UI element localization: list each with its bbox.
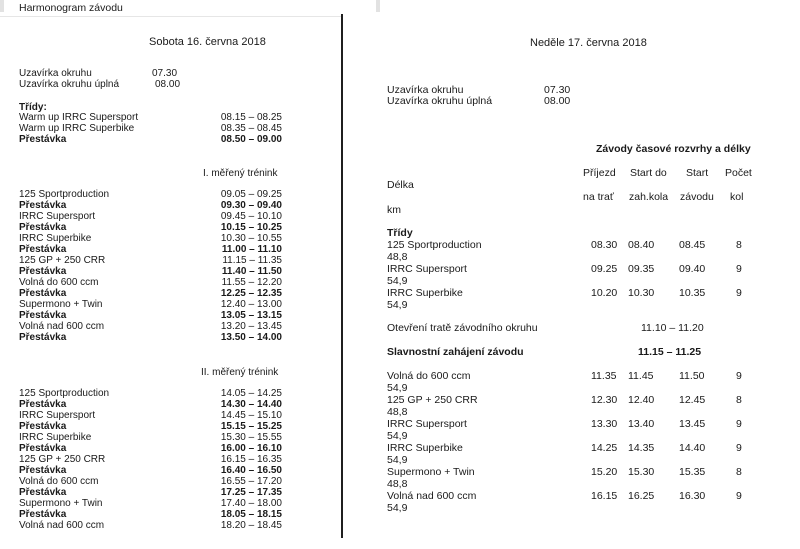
row-label: Volná nad 600 ccm bbox=[19, 520, 105, 531]
row-time: 16.55 – 17.20 bbox=[220, 476, 282, 487]
row-time: 15.15 – 15.25 bbox=[220, 421, 282, 432]
row-time: 15.30 – 15.55 bbox=[220, 432, 282, 443]
race-length: 48,8 bbox=[387, 251, 408, 263]
closure-label: Uzavírka okruhu bbox=[19, 68, 92, 79]
race-startdo: 16.25 bbox=[628, 490, 655, 502]
race-startdo: 14.35 bbox=[628, 442, 655, 454]
training-1-title: I. měřený trénink bbox=[203, 168, 278, 179]
closure-time: 07.30 bbox=[544, 84, 571, 96]
row-label: Přestávka bbox=[19, 244, 67, 255]
race-length: 54,9 bbox=[387, 430, 408, 442]
closure-time: 07.30 bbox=[152, 68, 178, 79]
race-name: IRRC Superbike bbox=[387, 442, 463, 454]
row-label: Supermono + Twin bbox=[19, 299, 103, 310]
classes-heading: Třídy bbox=[387, 227, 413, 239]
row-time: 08.15 – 08.25 bbox=[220, 112, 282, 123]
row-time: 11.00 – 11.10 bbox=[221, 244, 282, 255]
page-corner-mark bbox=[376, 0, 380, 12]
classes-heading: Třídy: bbox=[19, 102, 47, 113]
col-header-startdo: Start do bbox=[630, 167, 667, 179]
row-time: 17.40 – 18.00 bbox=[220, 498, 282, 509]
race-arrival: 11.35 bbox=[591, 370, 617, 382]
row-time: 08.50 – 09.00 bbox=[220, 134, 282, 145]
race-startdo: 12.40 bbox=[628, 394, 655, 406]
race-name: IRRC Superbike bbox=[387, 287, 463, 299]
row-time: 13.05 – 13.15 bbox=[220, 310, 282, 321]
race-start: 15.35 bbox=[679, 466, 706, 478]
race-startdo: 13.40 bbox=[628, 418, 655, 430]
row-time: 11.55 – 12.20 bbox=[221, 277, 282, 288]
row-time: 16.15 – 16.35 bbox=[220, 454, 282, 465]
row-label: Přestávka bbox=[19, 421, 67, 432]
row-time: 13.20 – 13.45 bbox=[220, 321, 282, 332]
race-laps: 9 bbox=[736, 287, 742, 299]
row-label: Přestávka bbox=[19, 288, 67, 299]
race-start: 11.50 bbox=[679, 370, 705, 382]
race-laps: 9 bbox=[736, 370, 742, 382]
row-label: IRRC Superbike bbox=[19, 432, 92, 443]
race-name: 125 GP + 250 CRR bbox=[387, 394, 478, 406]
race-name: Volná nad 600 ccm bbox=[387, 490, 477, 502]
row-time: 09.30 – 09.40 bbox=[220, 200, 282, 211]
row-label: Supermono + Twin bbox=[19, 498, 103, 509]
row-label: Přestávka bbox=[19, 399, 67, 410]
race-laps: 8 bbox=[736, 466, 742, 478]
row-label: Přestávka bbox=[19, 487, 67, 498]
col-header-laps-sub: kol bbox=[730, 191, 744, 203]
row-time: 14.45 – 15.10 bbox=[220, 410, 282, 421]
race-length: 54,9 bbox=[387, 275, 408, 287]
row-label: Přestávka bbox=[19, 509, 67, 520]
row-label: Volná do 600 ccm bbox=[19, 476, 99, 487]
race-arrival: 14.25 bbox=[591, 442, 618, 454]
row-time: 12.25 – 12.35 bbox=[220, 288, 282, 299]
closure-time: 08.00 bbox=[544, 95, 571, 107]
row-label: 125 GP + 250 CRR bbox=[19, 454, 106, 465]
closure-label: Uzavírka okruhu úplná bbox=[387, 95, 493, 107]
race-name: Supermono + Twin bbox=[387, 466, 475, 478]
col-header-arrival: Příjezd bbox=[583, 167, 616, 179]
row-label: Warm up IRRC Superbike bbox=[19, 123, 135, 134]
ceremony-time: 11.15 – 11.25 bbox=[638, 346, 702, 358]
col-header-start: Start bbox=[686, 167, 709, 179]
row-time: 16.40 – 16.50 bbox=[220, 465, 282, 476]
closure-label: Uzavírka okruhu úplná bbox=[19, 79, 120, 90]
race-arrival: 16.15 bbox=[591, 490, 618, 502]
row-label: Přestávka bbox=[19, 200, 67, 211]
sunday-date: Neděle 17. června 2018 bbox=[530, 37, 647, 49]
row-time: 17.25 – 17.35 bbox=[220, 487, 282, 498]
race-arrival: 13.30 bbox=[591, 418, 618, 430]
race-length: 48,8 bbox=[387, 478, 408, 490]
race-length: 54,9 bbox=[387, 299, 408, 311]
race-arrival: 09.25 bbox=[591, 263, 618, 275]
race-laps: 9 bbox=[736, 490, 742, 502]
race-arrival: 08.30 bbox=[591, 239, 618, 251]
race-laps: 8 bbox=[736, 239, 742, 251]
document-title: Harmonogram závodu bbox=[19, 2, 123, 14]
saturday-date: Sobota 16. června 2018 bbox=[149, 36, 266, 48]
race-laps: 9 bbox=[736, 418, 742, 430]
row-time: 16.00 – 16.10 bbox=[220, 443, 282, 454]
race-startdo: 09.35 bbox=[628, 263, 655, 275]
row-label: Volná nad 600 ccm bbox=[19, 321, 105, 332]
row-label: IRRC Supersport bbox=[19, 211, 96, 222]
row-label: Přestávka bbox=[19, 310, 67, 321]
ceremony-label: Slavnostní zahájení závodu bbox=[387, 346, 524, 358]
race-start: 10.35 bbox=[679, 287, 706, 299]
closure-time: 08.00 bbox=[155, 79, 181, 90]
training-2-title: II. měřený trénink bbox=[201, 367, 279, 378]
row-label: Volná do 600 ccm bbox=[19, 277, 99, 288]
race-start: 12.45 bbox=[679, 394, 706, 406]
row-time: 10.15 – 10.25 bbox=[220, 222, 282, 233]
race-name: IRRC Supersport bbox=[387, 263, 467, 275]
row-time: 08.35 – 08.45 bbox=[220, 123, 282, 134]
col-header-startdo-sub: zah.kola bbox=[629, 191, 669, 203]
race-arrival: 15.20 bbox=[591, 466, 618, 478]
row-label: Přestávka bbox=[19, 443, 67, 454]
col-header-laps: Počet bbox=[725, 167, 752, 179]
race-start: 13.45 bbox=[679, 418, 706, 430]
race-start: 14.40 bbox=[679, 442, 706, 454]
opening-time: 11.10 – 11.20 bbox=[641, 322, 704, 334]
race-length: 54,9 bbox=[387, 502, 408, 514]
race-start: 08.45 bbox=[679, 239, 706, 251]
row-time: 09.05 – 09.25 bbox=[220, 189, 282, 200]
col-header-length: Délka bbox=[387, 179, 414, 191]
race-start: 09.40 bbox=[679, 263, 706, 275]
column-divider bbox=[341, 14, 343, 538]
row-time: 18.05 – 18.15 bbox=[220, 509, 282, 520]
race-laps: 9 bbox=[736, 442, 742, 454]
row-time: 13.50 – 14.00 bbox=[220, 332, 282, 343]
race-startdo: 15.30 bbox=[628, 466, 655, 478]
row-time: 11.15 – 11.35 bbox=[222, 255, 282, 266]
race-length: 48,8 bbox=[387, 406, 408, 418]
race-length: 54,9 bbox=[387, 382, 408, 394]
row-time: 18.20 – 18.45 bbox=[220, 520, 282, 531]
race-name: Volná do 600 ccm bbox=[387, 370, 471, 382]
row-label: Přestávka bbox=[19, 266, 67, 277]
race-startdo: 08.40 bbox=[628, 239, 655, 251]
opening-label: Otevření tratě závodního okruhu bbox=[387, 322, 538, 334]
page-corner-mark bbox=[0, 0, 4, 12]
row-time: 14.05 – 14.25 bbox=[220, 388, 282, 399]
races-heading: Závody časové rozvrhy a délky bbox=[596, 143, 751, 155]
closure-label: Uzavírka okruhu bbox=[387, 84, 464, 96]
row-label: Přestávka bbox=[19, 222, 67, 233]
race-length: 54,9 bbox=[387, 454, 408, 466]
row-label: Warm up IRRC Supersport bbox=[19, 112, 139, 123]
race-arrival: 10.20 bbox=[591, 287, 618, 299]
row-label: IRRC Supersport bbox=[19, 410, 96, 421]
race-laps: 8 bbox=[736, 394, 742, 406]
race-startdo: 11.45 bbox=[628, 370, 654, 382]
col-header-start-sub: závodu bbox=[680, 191, 714, 203]
row-time: 14.30 – 14.40 bbox=[220, 399, 282, 410]
row-label: Přestávka bbox=[19, 332, 67, 343]
row-time: 10.30 – 10.55 bbox=[220, 233, 282, 244]
row-label: Přestávka bbox=[19, 134, 67, 145]
race-name: IRRC Supersport bbox=[387, 418, 467, 430]
race-name: 125 Sportproduction bbox=[387, 239, 482, 251]
row-time: 11.40 – 11.50 bbox=[221, 266, 282, 277]
col-header-arrival-sub: na trať bbox=[583, 191, 614, 203]
row-time: 09.45 – 10.10 bbox=[220, 211, 282, 222]
col-header-km: km bbox=[387, 204, 401, 216]
row-label: 125 Sportproduction bbox=[19, 189, 110, 200]
row-time: 12.40 – 13.00 bbox=[220, 299, 282, 310]
row-label: IRRC Superbike bbox=[19, 233, 92, 244]
row-label: 125 GP + 250 CRR bbox=[19, 255, 106, 266]
race-start: 16.30 bbox=[679, 490, 706, 502]
race-startdo: 10.30 bbox=[628, 287, 655, 299]
row-label: 125 Sportproduction bbox=[19, 388, 110, 399]
race-arrival: 12.30 bbox=[591, 394, 618, 406]
race-laps: 9 bbox=[736, 263, 742, 275]
row-label: Přestávka bbox=[19, 465, 67, 476]
